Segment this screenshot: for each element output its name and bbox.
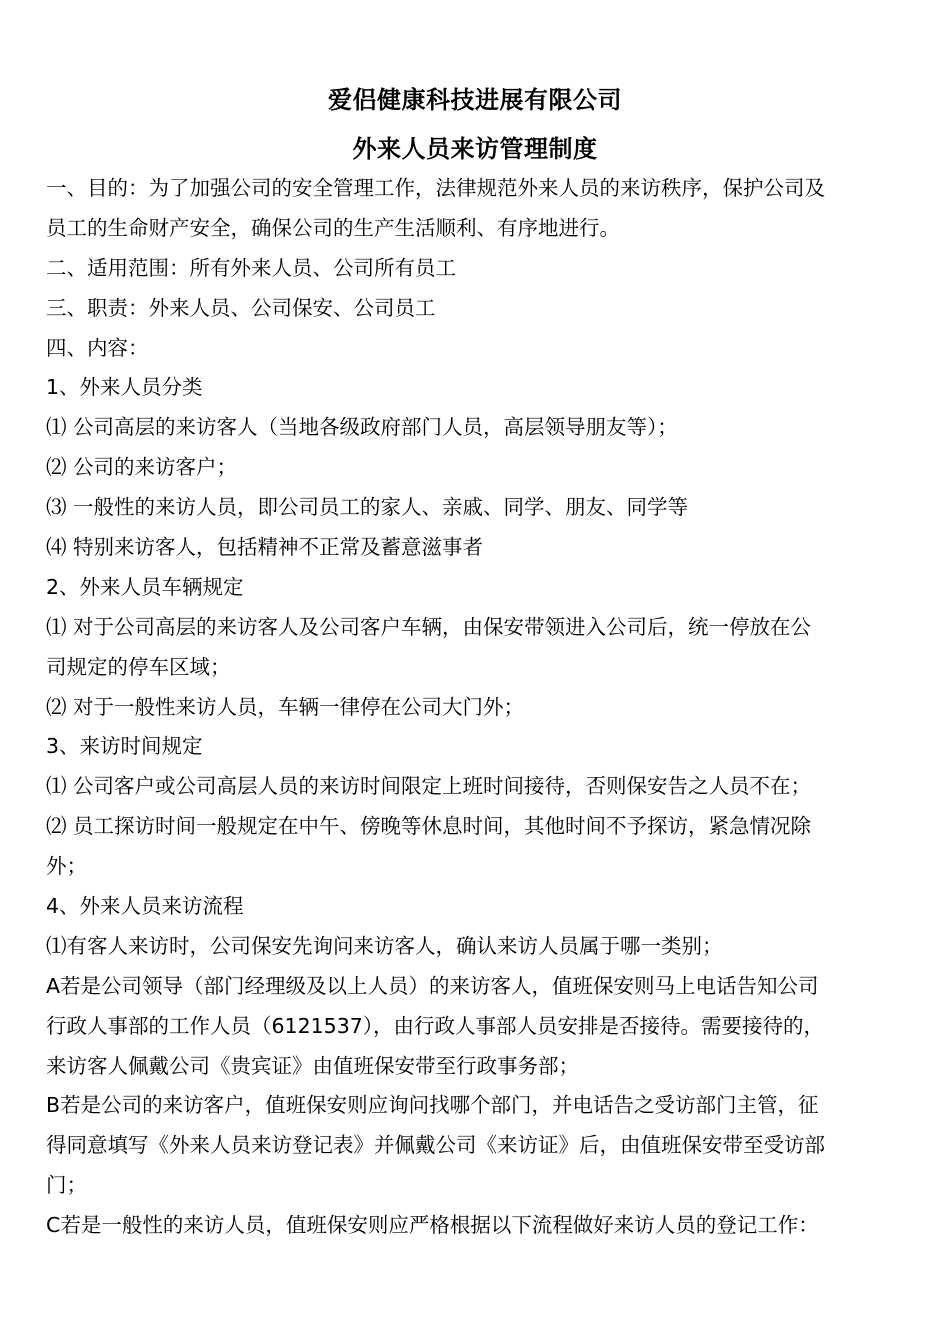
- paragraph-line: 一、目的：为了加强公司的安全管理工作，法律规范外来人员的来访秩序，保护公司及: [46, 176, 825, 200]
- paragraph-line: C若是一般性的来访人员，值班保安则应严格根据以下流程做好来访人员的登记工作：: [46, 1213, 819, 1238]
- paragraph-line: 四、内容：: [46, 335, 149, 360]
- list-item: ⑵ 公司的来访客户；: [46, 455, 238, 480]
- section-heading: 3、来访时间规定: [46, 734, 203, 759]
- list-item: ⑵ 员工探访时间一般规定在中午、傍晚等休息时间，其他时间不予探访，紧急情况除: [46, 814, 812, 839]
- paragraph-line: B若是公司的来访客户，值班保安则应询问找哪个部门，并电话告之受访部门主管，征: [46, 1093, 819, 1118]
- list-item: ⑵ 对于一般性来访人员，车辆一律停在公司大门外；: [46, 694, 525, 719]
- section-heading: 1、外来人员分类: [46, 375, 203, 400]
- paragraph-line: 三、职责：外来人员、公司保安、公司员工: [46, 295, 436, 320]
- section-heading: 4、外来人员来访流程: [46, 894, 244, 919]
- paragraph-line: 得同意填写《外来人员来访登记表》并佩戴公司《来访证》后，由值班保安带至受访部: [46, 1133, 825, 1158]
- list-item: 司规定的停车区域；: [46, 654, 231, 679]
- list-item: ⑷ 特别来访客人，包括精神不正常及蓄意滋事者: [46, 535, 484, 560]
- list-item: ⑶ 一般性的来访人员，即公司员工的家人、亲戚、同学、朋友、同学等: [46, 495, 689, 520]
- document-body: [46, 169, 902, 1246]
- paragraph-line: 二、适用范围：所有外来人员、公司所有员工: [46, 255, 456, 280]
- paragraph-line: A若是公司领导（部门经理级及以上人员）的来访客人，值班保安则马上电话告知公司: [46, 973, 819, 998]
- paragraph-line: 门；: [46, 1173, 87, 1198]
- list-item: ⑴有客人来访时，公司保安先询问来访客人，确认来访人员属于哪一类别；: [46, 933, 723, 958]
- paragraph-line: 来访客人佩戴公司《贵宾证》由值班保安带至行政事务部；: [46, 1053, 579, 1078]
- section-heading: 2、外来人员车辆规定: [46, 574, 244, 599]
- document-title: 外来人员来访管理制度: [352, 135, 598, 163]
- list-item: ⑴ 公司客户或公司高层人员的来访时间限定上班时间接待，否则保安告之人员不在；: [46, 774, 812, 799]
- company-name: 爱侣健康科技进展有限公司: [328, 86, 622, 114]
- paragraph-line: 员工的生命财产安全，确保公司的生产生活顺利、有序地进行。: [46, 215, 620, 240]
- list-item: 外；: [46, 854, 87, 879]
- list-item: ⑴ 对于公司高层的来访客人及公司客户车辆，由保安带领进入公司后，统一停放在公: [46, 614, 812, 639]
- paragraph-line: 行政人事部的工作人员（6121537），由行政人事部人员安排是否接待。需要接待的，: [46, 1013, 825, 1038]
- list-item: ⑴ 公司高层的来访客人（当地各级政府部门人员，高层领导朋友等）；: [46, 415, 678, 440]
